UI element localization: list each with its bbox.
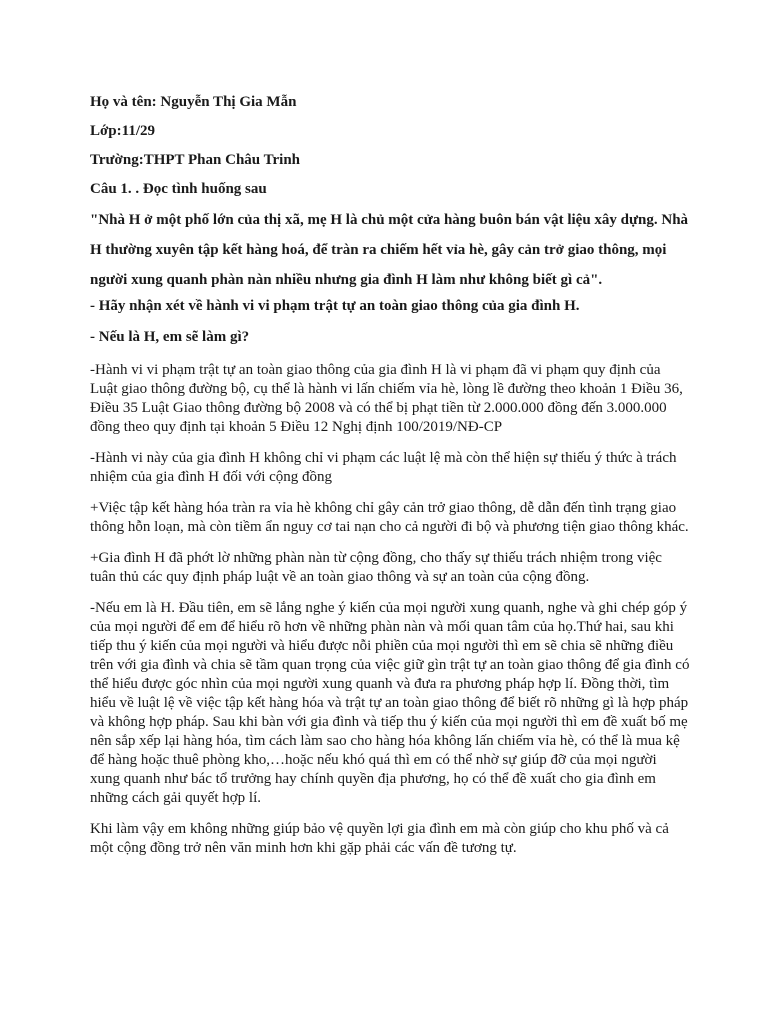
answer-paragraph-6: Khi làm vậy em không những giúp bảo vệ quyền lợi gia đình em mà còn giúp cho khu phố và cả một cộng đồng trở nên văn minh hơn khi gặp phải các vấn đề tương tự. bbox=[90, 821, 669, 856]
question-2: - Nếu là H, em sẽ làm gì? bbox=[90, 329, 250, 345]
question-title: Câu 1. . Đọc tình huống sau bbox=[90, 181, 267, 197]
situation-quote: "Nhà H ở một phố lớn của thị xã, mẹ H là chủ một cửa hàng buôn bán vật liệu xây dựng. Nhà H thường xuyên tập kết hàng hoá, để tràn ra chiếm hết vỉa hè, gây cản trở giao thông, mọi người xung quanh phàn nàn nhiều nhưng gia đình H làm như không biết gì cả". bbox=[90, 212, 689, 288]
student-name: Họ và tên: Nguyễn Thị Gia Mẫn bbox=[90, 94, 297, 110]
student-school: Trường:THPT Phan Châu Trinh bbox=[90, 152, 301, 168]
answer-paragraph-1: -Hành vi vi phạm trật tự an toàn giao thông của gia đình H là vi phạm đã vi phạm quy định của Luật giao thông đường bộ, cụ thể là hành vi lấn chiếm vỉa hè, lòng lề đường theo khoản 1 Điều 36, Điều 35 Luật Giao thông đường bộ 2008 và có thể bị phạt tiền từ 2.000.000 đồng đến 3.000.000 đồng theo quy định tại khoản 5 Điều 12 Nghị định 100/2019/NĐ-CP bbox=[90, 362, 683, 435]
question-1: - Hãy nhận xét về hành vi vi phạm trật tự an toàn giao thông của gia đình H. bbox=[90, 298, 580, 314]
answer-paragraph-2: -Hành vi này của gia đình H không chỉ vi phạm các luật lệ mà còn thể hiện sự thiếu ý thức à trách nhiệm của gia đình H đối với cộng đồng bbox=[90, 450, 677, 485]
answer-paragraph-3: +Việc tập kết hàng hóa tràn ra vỉa hè không chỉ gây cản trở giao thông, dễ dẫn đến tình trạng giao thông hỗn loạn, mà còn tiềm ẩn nguy cơ tai nạn cho cả người đi bộ và phương tiện giao thông khác. bbox=[90, 500, 689, 535]
document-page bbox=[90, 92, 690, 870]
answer-paragraph-5: -Nếu em là H. Đầu tiên, em sẽ lắng nghe ý kiến của mọi người xung quanh, nghe và ghi chép góp ý của mọi người để em để hiểu rõ hơn về những phàn nàn và mối quan tâm của họ.Thứ hai, sau khi tiếp thu ý kiến của mọi người và hiểu được nỗi phiền của mọi người thì em sẽ chia sẽ những điều trên với gia đình và chia sẽ tầm quan trọng của việc giữ gìn trật tự an toàn giao thông để gia đình có thể hiểu được góc nhìn của mọi người xung quanh và đưa ra phương pháp hợp lí. Đồng thời, tìm hiểu về luật lệ về việc tập kết hàng hóa và trật tự an toàn giao thông để biết rõ những gì là hợp pháp và không hợp pháp. Sau khi bàn với gia đình và tiếp thu ý kiến của mọi người thì em đề xuất bố mẹ nên sắp xếp lại hàng hóa, tìm cách làm sao cho hàng hóa không lấn chiếm vỉa hè, có thể là mua kệ để hàng hoặc thuê phòng kho,…hoặc nếu khó quá thì em có thể nhờ sự giúp đỡ của mọi người xung quanh như bác tổ trưởng hay chính quyền địa phương, họ có thể đề xuất cho gia đình em những cách gải quyết hợp lí. bbox=[90, 600, 690, 806]
student-class: Lớp:11/29 bbox=[90, 123, 155, 139]
answer-paragraph-4: +Gia đình H đã phớt lờ những phàn nàn từ cộng đồng, cho thấy sự thiếu trách nhiệm trong việc tuân thủ các quy định pháp luật về an toàn giao thông và sự an toàn của cộng đồng. bbox=[90, 550, 662, 585]
